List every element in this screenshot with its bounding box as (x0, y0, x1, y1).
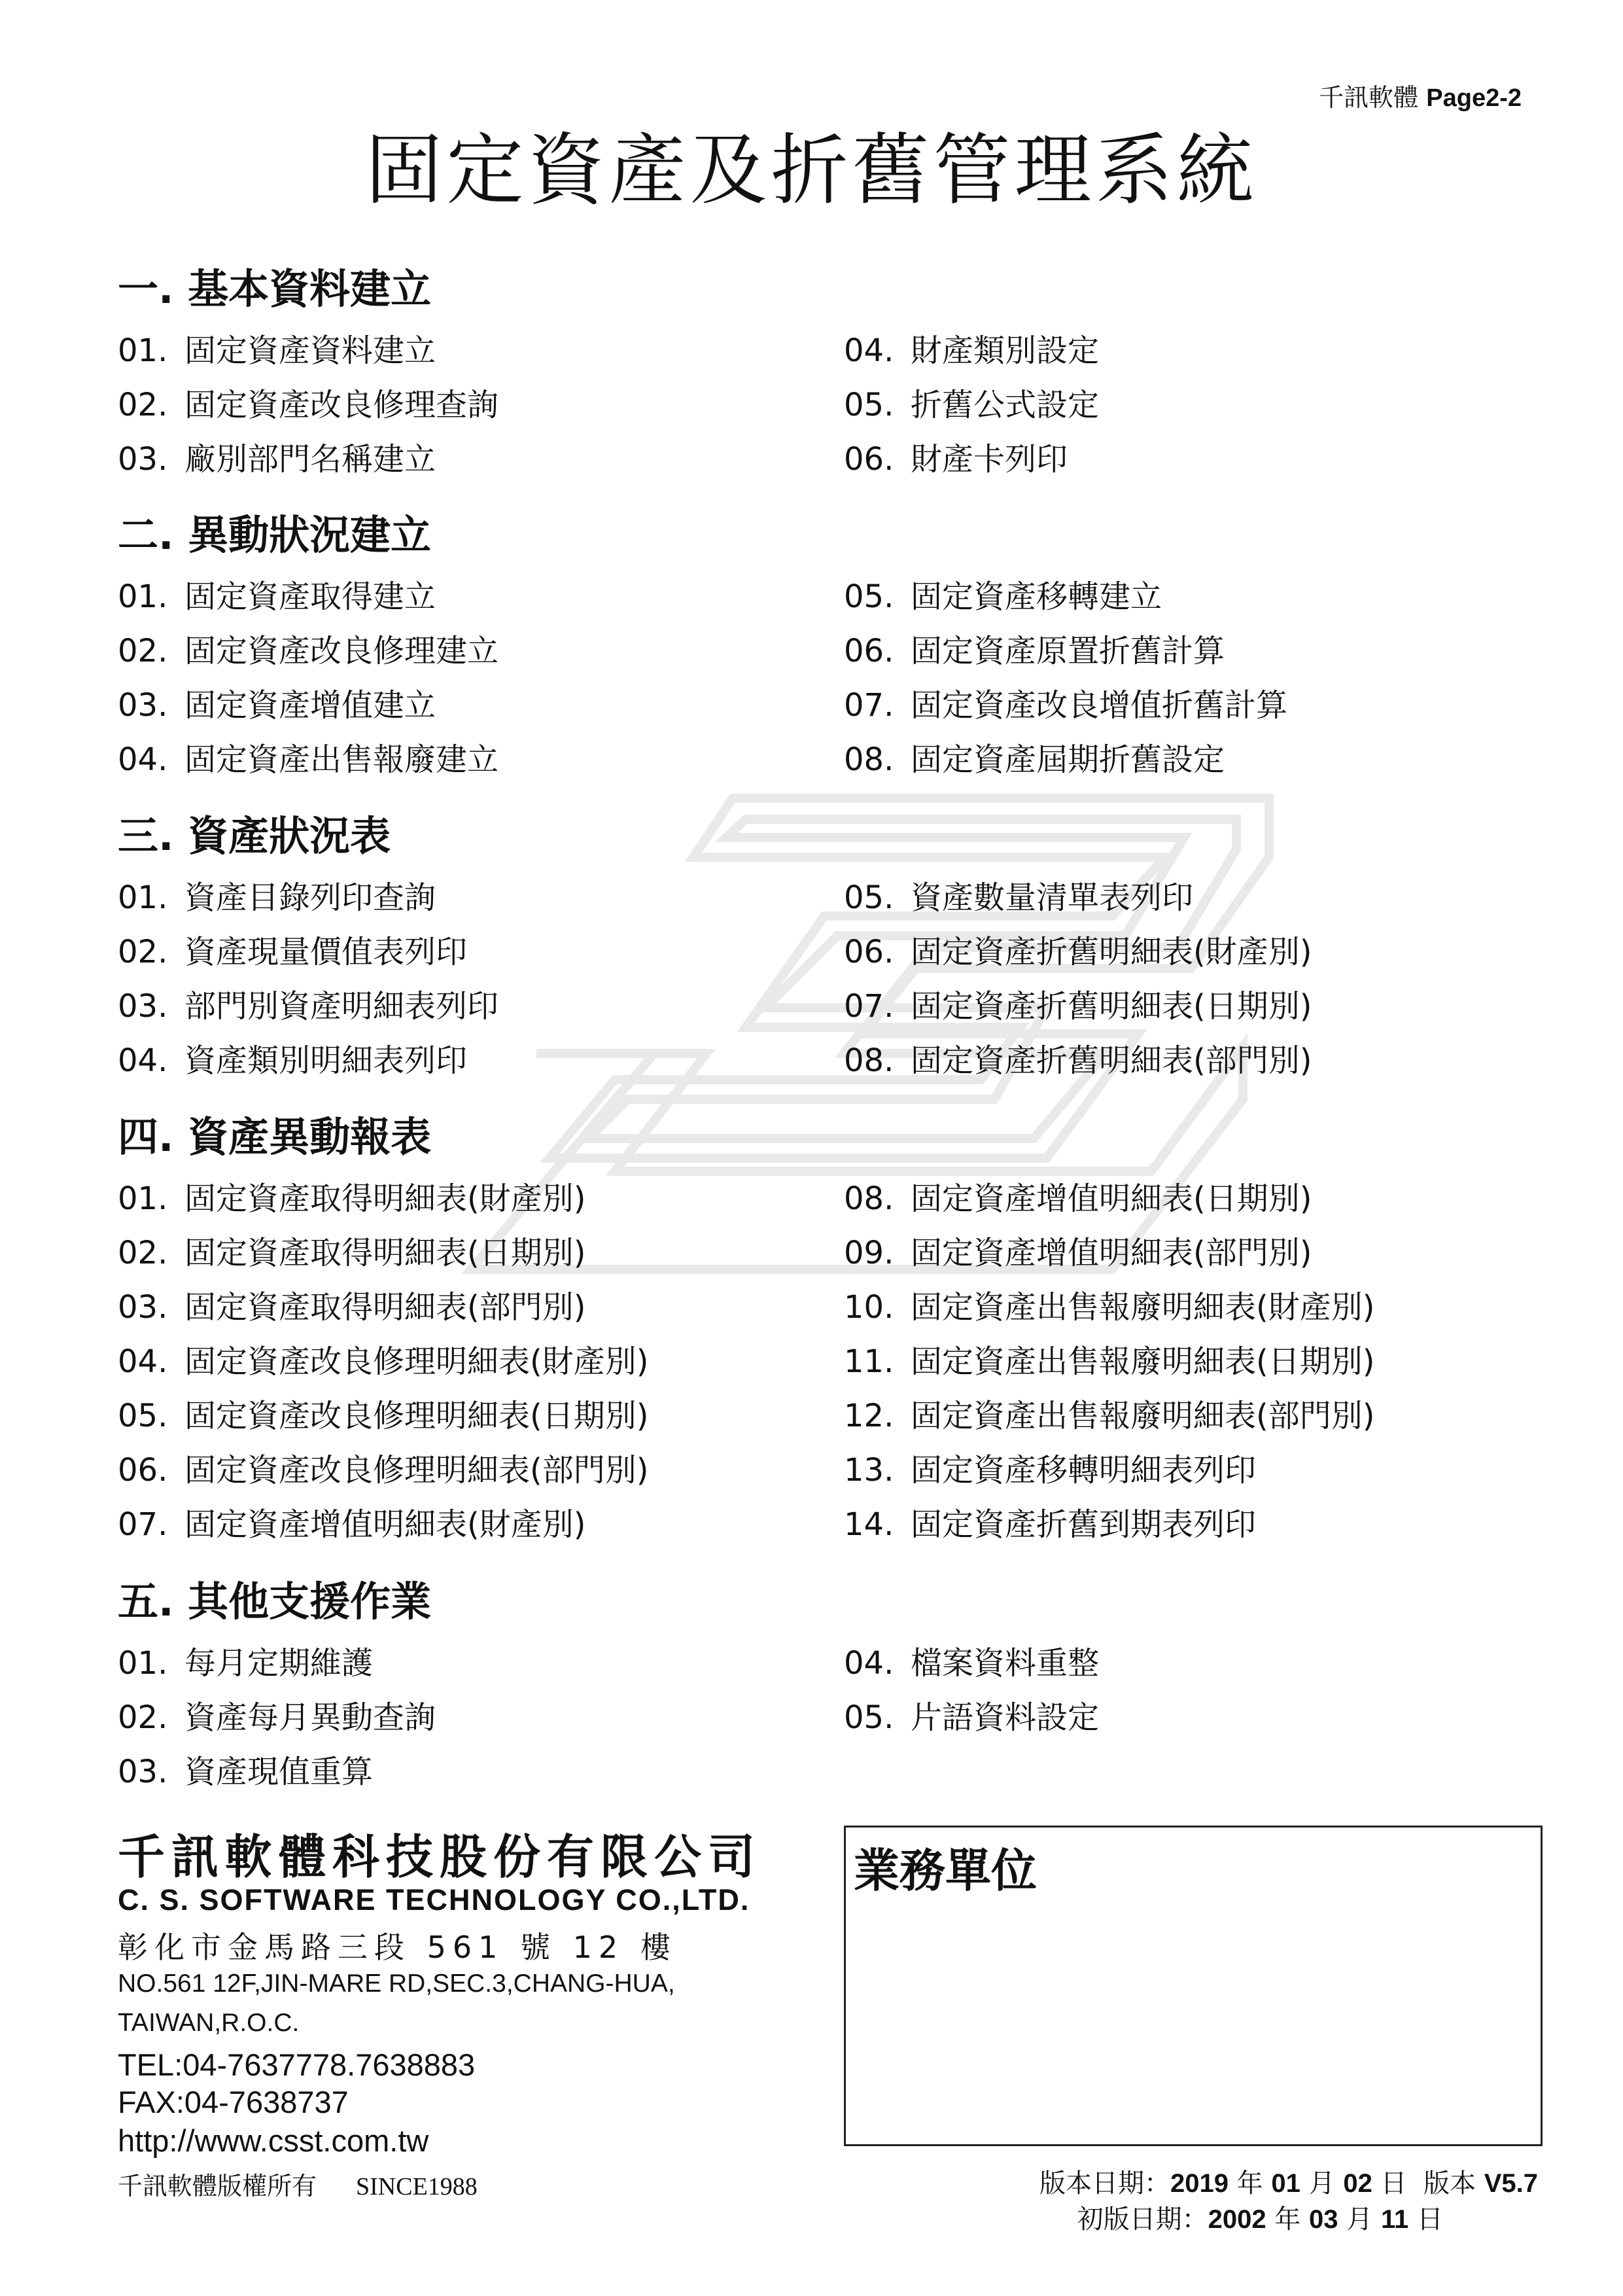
first-edition-date-line: 初版日期：2002 年 03 月 11 日 (1077, 2204, 1443, 2234)
business-unit-box (844, 1826, 1543, 2146)
list-item: 11. 固定資產出售報廢明細表(日期別) (844, 1343, 1375, 1380)
list-item: 08. 固定資產增值明細表(日期別) (844, 1180, 1312, 1217)
list-item: 07. 固定資產折舊明細表(日期別) (844, 988, 1312, 1025)
version-day: 02 (1343, 2169, 1372, 2198)
list-item: 02. 資產現量價值表列印 (118, 934, 468, 970)
list-item: 10. 固定資產出售報廢明細表(財產別) (844, 1289, 1375, 1326)
list-item: 08. 固定資產折舊明細表(部門別) (844, 1042, 1312, 1079)
list-item: 01. 固定資產資料建立 (118, 332, 436, 369)
list-item: 02. 固定資產改良修理建立 (118, 633, 499, 669)
list-item: 05. 片語資料設定 (844, 1699, 1100, 1736)
list-item: 05. 固定資產移轉建立 (844, 578, 1162, 615)
company-website-link[interactable]: http://www.csst.com.tw (118, 2123, 429, 2158)
list-item: 05. 折舊公式設定 (844, 387, 1100, 423)
list-item: 03. 固定資產增值建立 (118, 687, 436, 724)
list-item: 03. 廠別部門名稱建立 (118, 441, 436, 478)
first-date-label: 初版日期： (1077, 2204, 1208, 2234)
copyright-notice (118, 2166, 478, 2202)
version-month: 01 (1271, 2169, 1300, 2198)
version-date-line: 版本日期：2019 年 01 月 02 日 版本 V5.7 (1039, 2168, 1538, 2199)
first-month: 03 (1309, 2205, 1338, 2234)
first-day: 11 (1380, 2205, 1409, 2234)
list-item: 02. 固定資產取得明細表(日期別) (118, 1235, 586, 1271)
list-item: 01. 固定資產取得建立 (118, 578, 436, 615)
list-item: 06. 財產卡列印 (844, 441, 1068, 478)
version-date-label: 版本日期： (1039, 2168, 1170, 2199)
version-year: 2019 (1170, 2169, 1229, 2198)
list-item: 03. 資產現值重算 (118, 1754, 374, 1790)
version-number: V5.7 (1484, 2169, 1538, 2198)
section-title-change-status: 二. 異動狀況建立 (118, 511, 432, 559)
list-item: 07. 固定資產改良增值折舊計算 (844, 687, 1288, 724)
list-item: 08. 固定資產屆期折舊設定 (844, 741, 1225, 778)
list-item: 05. 資產數量清單表列印 (844, 879, 1194, 916)
list-item: 07. 固定資產增值明細表(財產別) (118, 1506, 586, 1543)
list-item: 13. 固定資產移轉明細表列印 (844, 1452, 1257, 1489)
list-item: 09. 固定資產增值明細表(部門別) (844, 1235, 1312, 1271)
since-year: SINCE1988 (356, 2173, 478, 2200)
company-fax: FAX:04-7638737 (118, 2085, 349, 2119)
company-address-en-line2: TAIWAN,R.O.C. (118, 2009, 300, 2037)
list-item: 02. 固定資產改良修理查詢 (118, 387, 499, 423)
list-item: 03. 固定資產取得明細表(部門別) (118, 1289, 586, 1326)
page-label-prefix: 千訊軟體 (1319, 83, 1419, 112)
company-tel: TEL:04-7637778.7638883 (118, 2047, 476, 2082)
list-item: 12. 固定資產出售報廢明細表(部門別) (844, 1398, 1375, 1434)
page-number: Page2-2 (1426, 84, 1522, 112)
list-item: 01. 固定資產取得明細表(財產別) (118, 1180, 586, 1217)
copyright-text: 千訊軟體版權所有 (118, 2172, 317, 2200)
list-item: 06. 固定資產改良修理明細表(部門別) (118, 1452, 649, 1489)
list-item: 04. 資產類別明細表列印 (118, 1042, 468, 1079)
company-address-en-line1: NO.561 12F,JIN-MARE RD,SEC.3,CHANG-HUA, (118, 1969, 675, 1998)
list-item: 03. 部門別資產明細表列印 (118, 988, 499, 1025)
first-year: 2002 (1208, 2205, 1266, 2234)
list-item: 04. 固定資產出售報廢建立 (118, 741, 499, 778)
list-item: 06. 固定資產原置折舊計算 (844, 633, 1225, 669)
list-item: 14. 固定資產折舊到期表列印 (844, 1506, 1257, 1543)
section-title-asset-status: 三. 資產狀況表 (118, 812, 391, 860)
page-title: 固定資產及折舊管理系統 (365, 125, 1258, 215)
company-address-cn: 彰化市金馬路三段 561 號 12 樓 (118, 1930, 677, 1965)
list-item: 04. 財產類別設定 (844, 332, 1100, 369)
section-title-basic-data: 一. 基本資料建立 (118, 265, 432, 313)
list-item: 01. 資產目錄列印查詢 (118, 879, 436, 916)
list-item: 04. 固定資產改良修理明細表(財產別) (118, 1343, 649, 1380)
company-name-cn: 千訊軟體科技股份有限公司 (118, 1829, 762, 1884)
list-item: 02. 資產每月異動查詢 (118, 1699, 436, 1736)
version-label: 版本 (1423, 2168, 1476, 2199)
company-name-en: C. S. SOFTWARE TECHNOLOGY CO.,LTD. (118, 1883, 750, 1916)
business-unit-title: 業務單位 (854, 1844, 1037, 1898)
list-item: 06. 固定資產折舊明細表(財產別) (844, 934, 1312, 970)
section-title-support-operations: 五. 其他支援作業 (118, 1578, 432, 1625)
list-item: 01. 每月定期維護 (118, 1645, 374, 1682)
list-item: 04. 檔案資料重整 (844, 1645, 1100, 1682)
list-item: 05. 固定資產改良修理明細表(日期別) (118, 1398, 649, 1434)
section-title-asset-change-reports: 四. 資產異動報表 (118, 1113, 432, 1161)
